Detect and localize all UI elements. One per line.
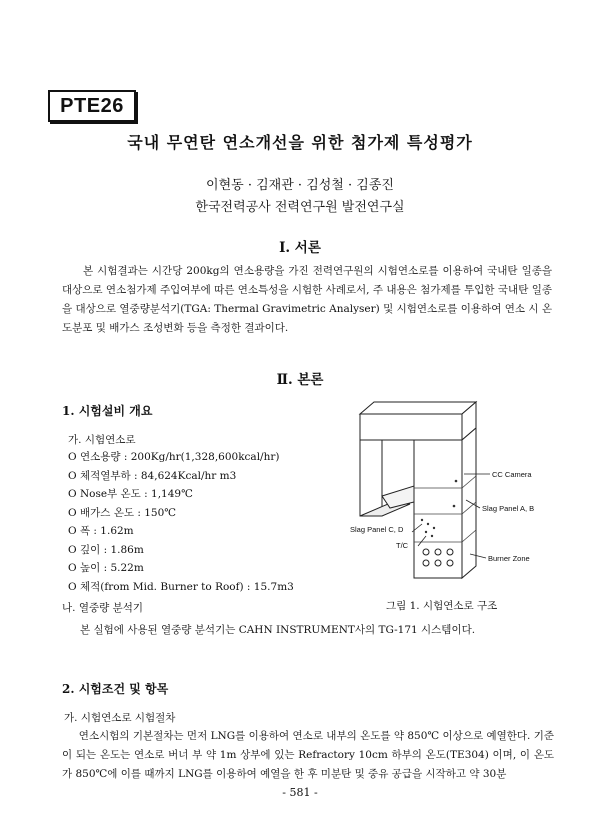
spec-item: O 체적열부하 : 84,624Kcal/hr m3 [68,469,237,482]
affiliation: 한국전력공사 전력연구원 발전연구실 [195,200,405,215]
intro-paragraph [62,262,552,338]
paper-title: 국내 무연탄 연소개선을 위한 첨가제 특성평가 [127,133,473,152]
label-slag-panel-cd: Slag Panel C, D [350,525,404,534]
section-heading-main: Ⅱ. 본론 [276,372,324,388]
subsection-heading-facility: 1. 시험설비 개요 [62,404,153,418]
spec-item: O 배가스 온도 : 150℃ [68,506,176,519]
label-burner-zone: Burner Zone [488,554,530,563]
item-procedure: 가. 시험연소로 시험절차 [64,712,176,724]
item-tga: 나. 열중량 분석기 [62,602,144,614]
spec-item: O 연소용량 : 200Kg/hr(1,328,600kcal/hr) [68,451,280,463]
figure-caption: 그림 1. 시험연소로 구조 [386,600,498,612]
intro-text: 본 시험결과는 시간당 200kg의 연소용량을 가진 전력연구원의 시험연소로를 이용하여 국내탄 일종을 대상으로 연소첨가제 주입여부에 따른 연소특성을 시험한 사례로서, 주 내용은 첨가제를 투입한 국내탄 일종을 대상으로 열중량분석기(TGA: Thermal Gravimetric Analyser) 및 시험연소로를 이용하여 연소 시 온도분포 및 배가스 조성변화 등을 측정한 결과이다. [62,265,552,334]
procedure-paragraph [62,727,554,784]
page-number: - 581 - [282,786,318,799]
item-furnace: 가. 시험연소로 [68,434,136,446]
spec-item: O 폭 : 1.62m [68,525,134,537]
authors: 이현동 · 김재관 · 김성철 · 김종진 [206,178,394,193]
label-cc-camera: CC Camera [492,470,532,479]
tga-description: 본 실험에 사용된 열중량 분석기는 CAHN INSTRUMENT사의 TG-171 시스템이다. [80,624,476,636]
paper-tag: PTE26 [48,90,136,122]
spec-item: O Nose부 온도 : 1,149℃ [68,488,193,500]
procedure-text: 연소시험의 기본절차는 먼저 LNG를 이용하여 연소로 내부의 온도를 약 850℃ 이상으로 예열한다. 기준이 되는 온도는 연소로 버너 부 약 1m 상부에 있는 Refractory 10cm 하부의 온도(TE304) 이며, 이 온도가 850℃에 이를 때까지 LNG를 이용하여 예열을 한 후 미분탄 및 중유 공급을 시작하고 약 30분 [62,730,554,780]
spec-item: O 깊이 : 1.86m [68,543,144,556]
label-slag-panel-ab: Slag Panel A, B [482,504,535,513]
spec-item: O 높이 : 5.22m [68,562,144,574]
label-tc: T/C [396,541,409,550]
subsection-heading-conditions: 2. 시험조건 및 항목 [62,682,169,696]
spec-item: O 체적(from Mid. Burner to Roof) : 15.7m3 [68,580,294,593]
section-heading-intro: Ⅰ. 서론 [279,240,321,256]
spec-list [68,448,294,596]
furnace-diagram [330,396,570,596]
